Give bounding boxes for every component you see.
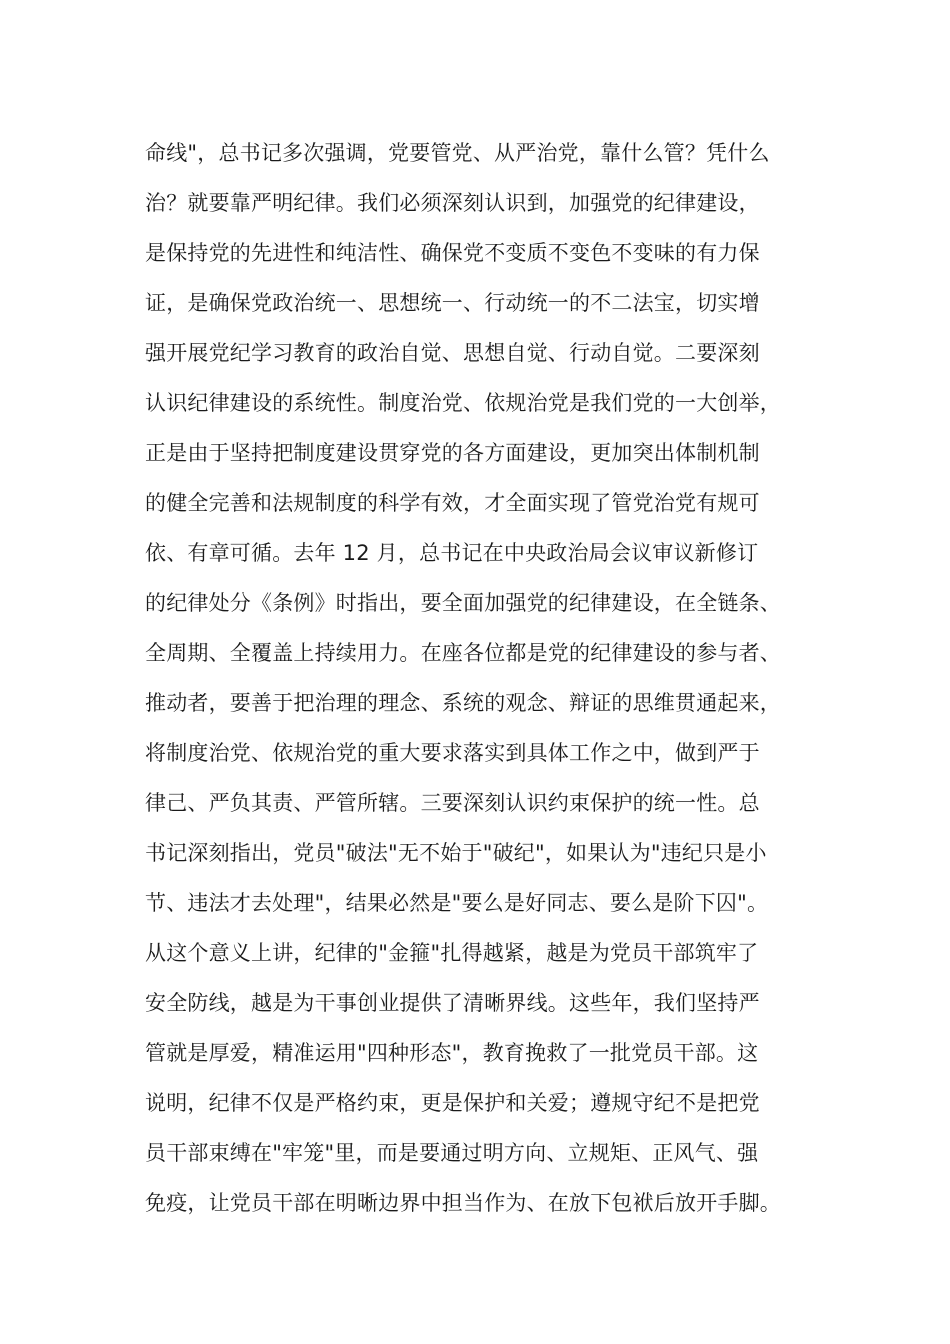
text-line: 命线"，总书记多次强调，党要管党、从严治党，靠什么管？凭什么 <box>145 141 770 165</box>
text-line: 证，是确保党政治统一、思想统一、行动统一的不二法宝，切实增 <box>145 291 760 315</box>
text-line: 安全防线，越是为干事创业提供了清晰界线。这些年，我们坚持严 <box>145 991 760 1015</box>
body-paragraph <box>145 128 845 1228</box>
text-line: 全周期、全覆盖上持续用力。在座各位都是党的纪律建设的参与者、 <box>145 641 781 665</box>
text-line: 强开展党纪学习教育的政治自觉、思想自觉、行动自觉。二要深刻 <box>145 341 760 365</box>
text-line: 节、违法才去处理"，结果必然是"要么是好同志、要么是阶下囚"。 <box>145 891 769 915</box>
text-line: 管就是厚爱，精准运用"四种形态"，教育挽救了一批党员干部。这 <box>145 1041 759 1065</box>
text-line: 的纪律处分《条例》时指出，要全面加强党的纪律建设，在全链条、 <box>145 591 781 615</box>
text-line: 正是由于坚持把制度建设贯穿党的各方面建设，更加突出体制机制 <box>145 441 760 465</box>
text-line: 认识纪律建设的系统性。制度治党、依规治党是我们党的一大创举， <box>145 391 781 415</box>
text-line: 将制度治党、依规治党的重大要求落实到具体工作之中，做到严于 <box>145 741 760 765</box>
text-line: 员干部束缚在"牢笼"里，而是要通过明方向、立规矩、正风气、强 <box>145 1141 759 1165</box>
text-line: 的健全完善和法规制度的科学有效，才全面实现了管党治党有规可 <box>145 491 760 515</box>
text-line: 律己、严负其责、严管所辖。三要深刻认识约束保护的统一性。总 <box>145 791 760 815</box>
text-line: 书记深刻指出，党员"破法"无不始于"破纪"，如果认为"违纪只是小 <box>145 841 767 865</box>
text-line: 是保持党的先进性和纯洁性、确保党不变质不变色不变味的有力保 <box>145 241 760 265</box>
text-line: 免疫，让党员干部在明晰边界中担当作为、在放下包袱后放开手脚。 <box>145 1191 781 1215</box>
text-line: 治？就要靠严明纪律。我们必须深刻认识到，加强党的纪律建设， <box>145 191 760 215</box>
text-line: 依、有章可循。去年 12 月，总书记在中央政治局会议审议新修订 <box>145 541 759 565</box>
text-line: 推动者，要善于把治理的理念、系统的观念、辩证的思维贯通起来， <box>145 691 781 715</box>
text-line: 从这个意义上讲，纪律的"金箍"扎得越紧，越是为党员干部筑牢了 <box>145 941 759 965</box>
text-line: 说明，纪律不仅是严格约束，更是保护和关爱；遵规守纪不是把党 <box>145 1091 760 1115</box>
